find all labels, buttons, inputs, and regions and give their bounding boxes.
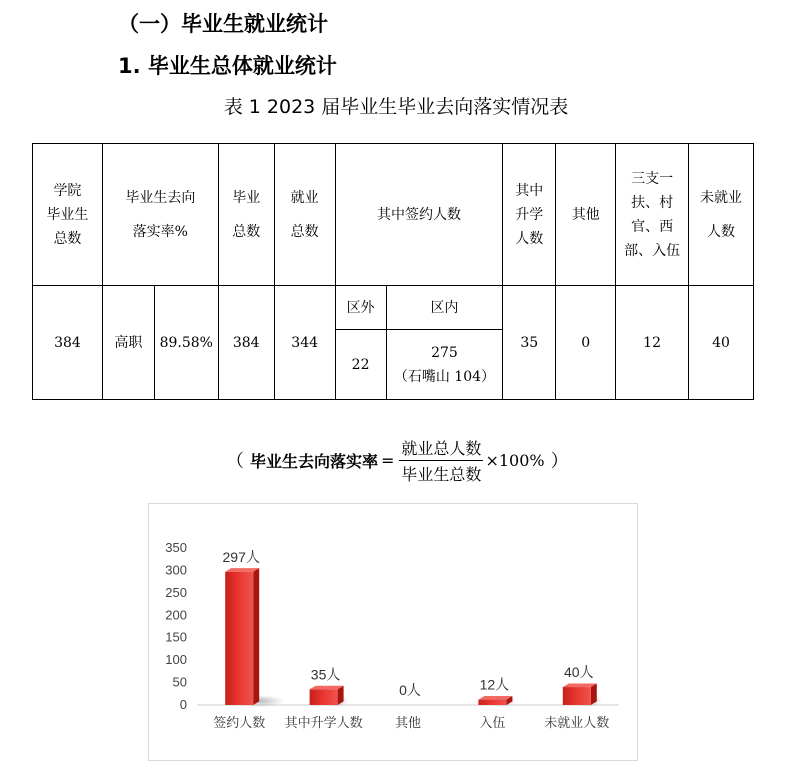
- chart-container: [148, 503, 638, 761]
- formula-close: ）: [550, 451, 569, 472]
- bar: [310, 689, 338, 705]
- y-tick-label: 0: [179, 697, 187, 712]
- formula-eq: =: [381, 450, 395, 470]
- x-category-label: 入伍: [479, 715, 506, 730]
- formula-denominator: 毕业生总数: [401, 464, 482, 484]
- cell-further: 35: [503, 286, 556, 400]
- header-special: 三支一 扶、村 官、西 部、入伍: [616, 144, 689, 286]
- bar: [225, 572, 253, 705]
- cell-college-total: 384: [33, 286, 103, 400]
- section-heading: （一）毕业生就业统计: [118, 12, 328, 36]
- header-signed: 其中签约人数: [335, 144, 503, 286]
- y-tick-label: 250: [165, 584, 187, 600]
- cell-employed: 344: [274, 286, 335, 400]
- cell-rate: 89.58%: [154, 286, 218, 400]
- y-tick-label: 50: [172, 674, 187, 690]
- x-category-label: 未就业人数: [544, 715, 610, 730]
- bar-chart: [149, 504, 639, 762]
- y-tick-label: 300: [165, 562, 187, 578]
- data-label: 0人: [399, 682, 421, 698]
- formula-numerator: 就业总人数: [399, 436, 483, 461]
- y-tick-label: 350: [165, 540, 187, 555]
- header-rate: 毕业生去向 落实率%: [102, 144, 218, 286]
- cell-special: 12: [616, 286, 689, 400]
- cell-inside: 275 （石嘴山 104）: [386, 330, 503, 400]
- bar-side: [591, 683, 597, 705]
- employment-table: [32, 143, 754, 400]
- cell-other: 0: [556, 286, 616, 400]
- x-category-label: 其他: [394, 715, 422, 730]
- bar: [563, 687, 591, 705]
- header-total: 毕业 总数: [218, 144, 274, 286]
- formula-label: 毕业生去向落实率: [250, 451, 379, 471]
- x-category-label: 签约人数: [213, 715, 266, 730]
- subsection-heading: 1. 毕业生总体就业统计: [118, 54, 337, 78]
- header-other: 其他: [556, 144, 616, 286]
- y-tick-label: 200: [165, 607, 187, 623]
- formula-open: （: [226, 451, 244, 472]
- cell-total: 384: [218, 286, 274, 400]
- data-label: 12人: [479, 676, 510, 693]
- data-label: 35人: [310, 666, 341, 683]
- table-caption: 表 1 2023 届毕业生毕业去向落实情况表: [223, 96, 569, 118]
- cell-level: 高职: [102, 286, 154, 400]
- y-tick-label: 150: [165, 629, 187, 645]
- header-inside: 区内: [386, 286, 503, 330]
- header-further: 其中 升学 人数: [503, 144, 556, 286]
- formula-fraction: [399, 436, 483, 485]
- data-label: 297人: [222, 548, 260, 565]
- header-outside: 区外: [335, 286, 386, 330]
- cell-outside: 22: [335, 330, 386, 400]
- formula-suffix: ×100%: [485, 450, 545, 470]
- bar-side: [253, 568, 259, 705]
- data-label: 40人: [564, 664, 594, 681]
- x-category-label: 其中升学人数: [284, 715, 363, 730]
- y-tick-label: 100: [165, 652, 187, 668]
- header-employed: 就业 总数: [274, 144, 335, 286]
- header-unemployed: 未就业 人数: [689, 144, 754, 286]
- rate-formula: [220, 436, 575, 484]
- header-college: 学院 毕业生 总数: [33, 144, 103, 286]
- bar: [478, 700, 506, 705]
- cell-unemployed: 40: [689, 286, 754, 400]
